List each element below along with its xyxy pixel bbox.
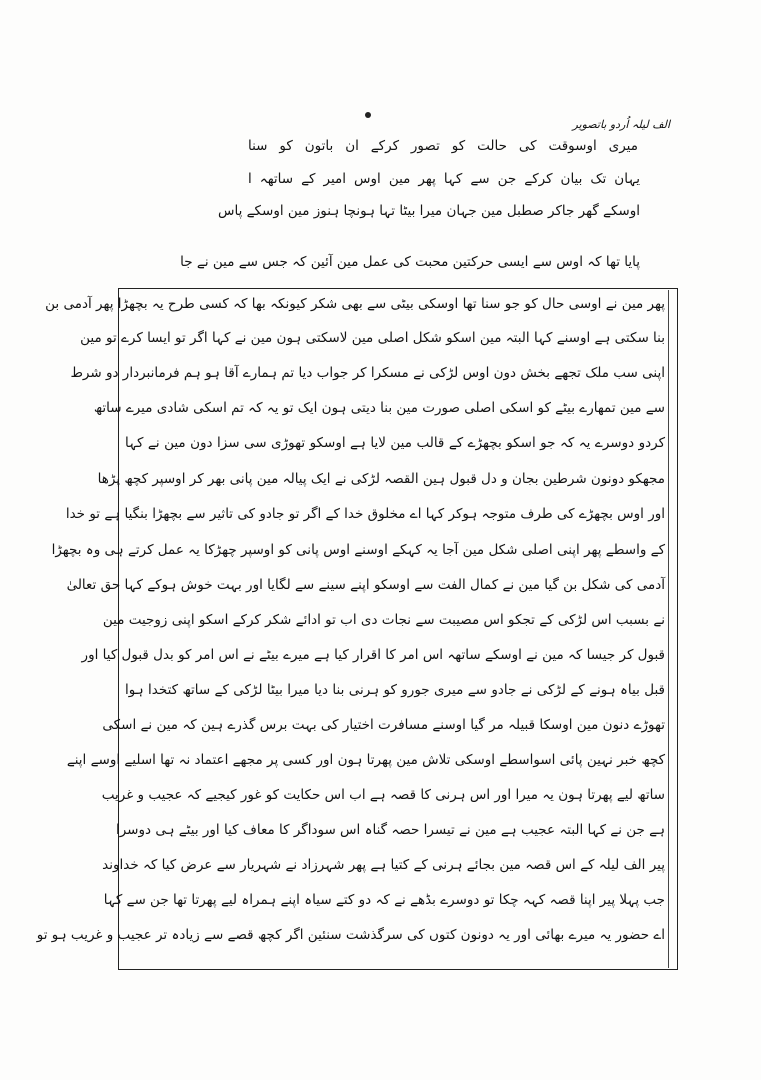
text-line: کچھ خبر نہین پائی اسواسطے اوسکی تلاش مین پھرتا ہون اور کسی پر مجھے اعتماد نہ تھا اسلیے اوسے اپنے [66,752,665,768]
text-line: آدمی کی شکل بن گیا مین نے کمال الفت سے اوسکو اپنے سینے سے لگایا اور بہت خوش ہوکے کہا حق تعالیٰ [66,577,665,593]
text-line: کردو دوسرے یہ کہ جو اسکو بچھڑے کے قالب مین لایا ہے اوسکو تھوڑی سی سزا دون مین نے کہا [125,435,665,451]
text-line: قبول کر جیسا کہ مین نے اوسکے ساتھہ اس امر کا اقرار کیا ہے میرے بیٹے نے اس امر کو بدل قبول کیا اور [81,647,665,663]
text-line: پایا تھا کہ اوس سے ایسی حرکتین محبت کی عمل مین آئین کہ جس سے مین نے جا [180,254,640,270]
text-line: تھوڑے دنون مین اوسکا قبیلہ مر گیا اوسنے مسافرت اختیار کی بہت برس گذرے ہین کہ مین نے اسکی [102,717,665,733]
ink-dot [365,112,371,118]
text-line: مجھکو دونون شرطین بجان و دل قبول ہین القصہ لڑکی نے ایک پیالہ مین پانی بھر کر اوسپر کچھ پڑھا [97,471,665,487]
text-line: اور اوس بچھڑے کی طرف متوجہ ہوکر کہا اے مخلوق خدا کے اگر تو جادو کی تاثیر سے بچھڑا بنگیا ہے تو خدا [65,506,665,522]
text-line: ہے جن نے کہا البتہ عجیب ہے مین نے تیسرا حصہ گناہ اس سوداگر کا معاف کیا اور بیٹے ہی دوسرا [115,822,665,838]
text-line: اے حضور یہ میرے بھائی اور یہ دونون کتوں کی سرگذشت سنئین اگر کچھ قصے سے زیادہ تر عجیب و غریب ہو تو [36,927,665,943]
text-line: اپنی سب ملک تجھے بخش دون اوس لڑکی نے مسکرا کر جواب دیا تم ہمارے آقا ہو ہم فرمانبردار دو شرط [70,365,665,381]
text-line: کے واسطے پھر اپنی اصلی شکل مین آجا یہ کہکے اوسنے اوس پانی کو اوسپر چھڑکا یہ عمل کرتے ہی وہ بچھڑا [51,542,665,558]
text-line: پیر الف لیلہ کے اس قصہ مین بجائے ہرنی کے کتیا ہے پھر شہرزاد نے شہریار سے عرض کیا کہ خداوند [102,857,665,873]
text-line: اوسکے گھر جاکر صطبل مین جہان میرا بیٹا تہا ہونچا ہنوز مین اوسکے پاس [218,203,640,219]
text-line: سے مین تمھارے بیٹے کو اسکی اصلی صورت مین بنا دیتی ہون ایک تو یہ کہ تم اسکی شادی میرے ساتھ [93,400,665,416]
text-line: قبل بیاہ ہونے کے لڑکی نے جادو سے میری جورو کو ہرنی بنا دیا میرا بیٹا لڑکی کے ساتھ کتخدا ہوا [125,682,665,698]
text-line: ساتھ لیے پھرتا ہون یہ میرا اور اس ہرنی کا قصہ ہے اب اس حکایت کو غور کیجیے کہ عجیب و غریب [101,787,665,803]
text-line: نے بسبب اس لڑکی کے تجکو اس مصیبت سے نجات دی اب تو ادائے شکر کرکے اسکو اپنی زوجیت مین [102,612,665,628]
text-line: بنا سکتی ہے اوسنے کہا البتہ مین اسکو شکل اصلی مین لاسکتی ہون مین نے کہا اگر تو ایسا کرے تو مین [80,330,665,346]
text-line: جب پہلا پیر اپنا قصہ کہہ چکا تو دوسرے بڈھے نے کہ دو کتے سیاہ اپنے ہمراہ لیے پھرتا تھا جن سے کہا [103,892,665,908]
text-line: یہان تک بیان کرکے جن سے کہا پھر مین اوس امیر کے ساتھہ ا [248,171,640,187]
text-frame-inner-rule [668,290,669,968]
text-line: میری اوسوقت کی حالت کو تصور کرکے ان باتون کو سنا [248,138,638,154]
running-head: الف لیلہ اُردو باتصویر [572,118,670,131]
text-line: پھر مین نے اوسی حال کو جو سنا تھا اوسکی بیٹی سے بھی شکر کیونکہ بھا کہ کسی طرح یہ بچھڑا پھر آدمی بن [45,296,665,312]
